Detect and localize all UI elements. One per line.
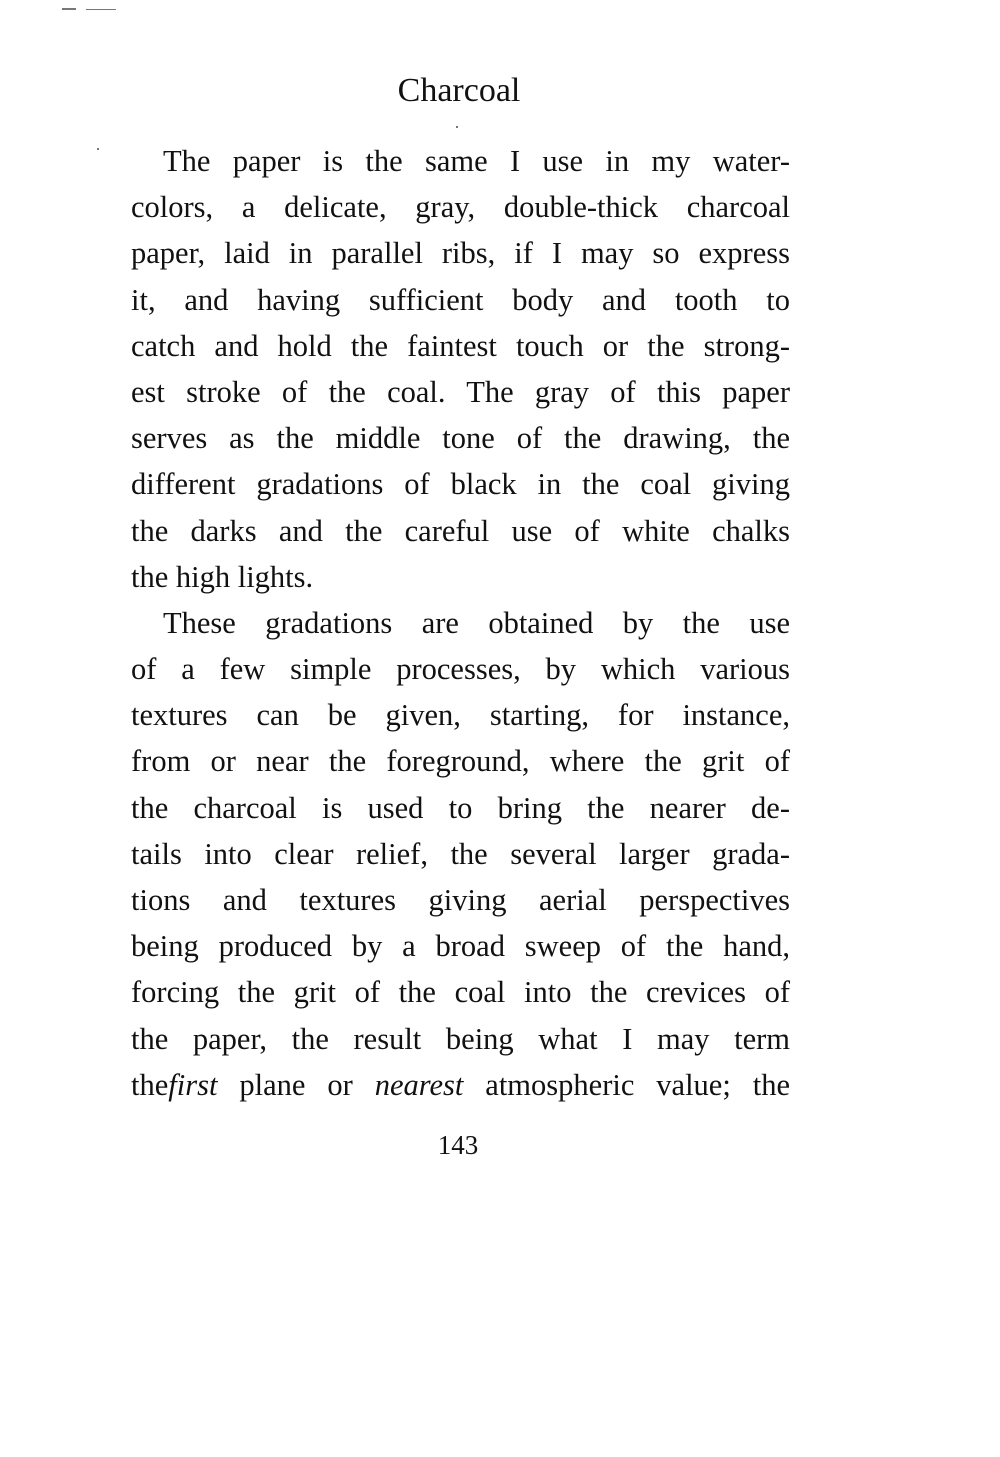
running-head: Charcoal <box>397 72 521 109</box>
paragraph-1 <box>131 138 790 600</box>
text-line: being produced by a broad sweep of the hand, <box>131 929 790 964</box>
plain-words: atmospheric value; the <box>485 1067 791 1102</box>
text-line: est stroke of the coal. The gray of this paper <box>131 374 790 409</box>
text-line: catch and hold the faintest touch or the strong- <box>131 328 790 363</box>
text-line: the charcoal is used to bring the nearer de- <box>131 790 790 825</box>
text-line: the darks and the careful use of white chalks <box>131 513 790 548</box>
text-line: tails into clear relief, the several larger grada- <box>131 836 790 871</box>
scan-speck <box>86 9 116 10</box>
scan-speck <box>62 8 76 10</box>
paragraph-2 <box>131 600 790 1108</box>
italic-word: first <box>168 1067 218 1102</box>
scan-speck <box>97 148 99 150</box>
italic-word: nearest <box>374 1067 464 1102</box>
text-line: The paper is the same I use in my water- <box>163 144 790 178</box>
text-line: the paper, the result being what I may term <box>131 1021 790 1056</box>
text-line: paper, laid in parallel ribs, if I may so express <box>131 236 790 271</box>
text-line: of a few simple processes, by which various <box>131 652 790 687</box>
text-line: textures can be given, starting, for instance, <box>131 698 790 733</box>
page-number: 143 <box>437 1130 479 1160</box>
text-line: it, and having sufficient body and tooth to <box>131 282 790 317</box>
text-line: from or near the foreground, where the grit of <box>131 744 790 779</box>
text-line: different gradations of black in the coal giving <box>131 467 790 502</box>
plain-word: the <box>131 1067 169 1102</box>
text-line: tions and textures giving aerial perspectives <box>131 883 790 917</box>
text-line: colors, a delicate, gray, double-thick charcoal <box>131 190 790 225</box>
text-line-with-italics <box>131 1062 790 1108</box>
text-line: the high lights. <box>131 559 314 594</box>
text-line: forcing the grit of the coal into the crevices of <box>131 975 790 1010</box>
scan-speck <box>456 126 458 128</box>
body-text <box>131 138 790 1108</box>
text-line: serves as the middle tone of the drawing, the <box>131 421 790 456</box>
text-line: These gradations are obtained by the use <box>163 605 790 640</box>
plain-words: plane or <box>239 1067 353 1102</box>
